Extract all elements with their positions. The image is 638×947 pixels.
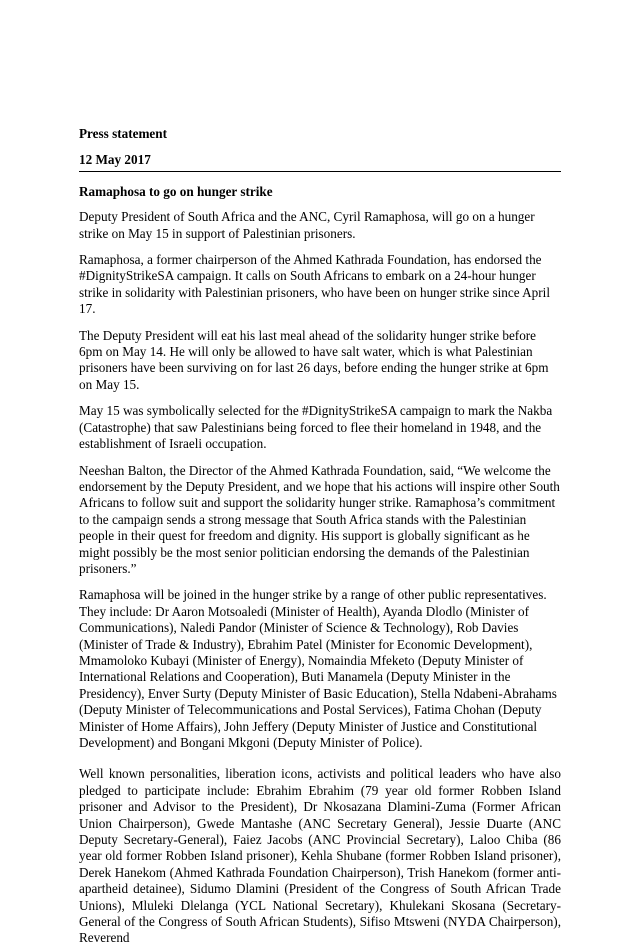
paragraph-3: The Deputy President will eat his last meal ahead of the solidarity hunger strike before 6pm on May 14. He will only be allowed to have salt water, which is what Palestinian prisoners have been surviving on for last 26 days, before ending the hunger strike at 6pm on May 15. xyxy=(79,327,549,392)
press-statement-page xyxy=(79,126,561,947)
paragraph-5: Neeshan Balton, the Director of the Ahmed Kathrada Foundation, said, “We welcome the endorsement by the Deputy President, and we hope that his actions will inspire other South Africans to follow suit and support the solidarity hunger strike. Ramaphosa’s commitment to the campaign sends a strong message that South Africa stands with the Palestinian people in their quest for freedom and dignity. His support is globally significant as he might possibly be the most senior politician endorsing the demands of the Palestinian prisoners.” xyxy=(79,462,560,576)
paragraph-7: Well known personalities, liberation icons, activists and political leaders who have also pledged to participate include: Ebrahim Ebrahim (79 year old former Robben Island prisoner and Advisor to the President), Dr Nkosazana Dlamini-Zuma (Former African Union Chairperson), Gwede Mantashe (ANC Secretary General), Jessie Duarte (ANC Deputy Secretary-General), Faiez Jacobs (ANC Provincial Secretary), Laloo Chiba (86 year old former Robben Island prisoner), Kehla Shubane (former Robben Island prisoner), Derek Hanekom (Ahmed Kathrada Foundation Chairperson), Trish Hanekom (former anti-apartheid detainee), Sidumo Dlamini (President of the Congress of South African Trade Unions), Mluleki Dlelanga (YCL National Secretary), Khulekani Skosana (Secretary-General of the Congress of South African Students), Sifiso Mtsweni (NYDA Chairperson), Reverend xyxy=(79,766,561,946)
paragraph-1: Deputy President of South Africa and the ANC, Cyril Ramaphosa, will go on a hunger strike on May 15 in support of Palestinian prisoners. xyxy=(79,209,535,241)
document-label: Press statement xyxy=(79,126,168,141)
headline: Ramaphosa to go on hunger strike xyxy=(79,183,273,199)
paragraph-2: Ramaphosa, a former chairperson of the Ahmed Kathrada Foundation, has endorsed the #DignityStrikeSA campaign. It calls on South Africans to embark on a 24-hour hunger strike in solidarity with Palestinian prisoners, who have been on hunger strike since April 17. xyxy=(79,252,550,317)
paragraph-4: May 15 was symbolically selected for the #DignityStrikeSA campaign to mark the Nakba (Catastrophe) that saw Palestinians being forced to flee their homeland in 1948, and the establishment of Israeli occupation. xyxy=(79,403,553,452)
paragraph-6: Ramaphosa will be joined in the hunger strike by a range of other public representatives. They include: Dr Aaron Motsoaledi (Minister of Health), Ayanda Dlodlo (Minister of Communications), Naledi Pandor (Minister of Science & Technology), Rob Davies (Minister of Trade & Industry), Ebrahim Patel (Minister for Economic Development), Mmamoloko Kubayi (Minister of Energy), Nomaindia Mfeketo (Deputy Minister of International Relations and Cooperation), Buti Manamela (Deputy Minister in the Presidency), Enver Surty (Deputy Minister of Basic Education), Stella Ndabeni-Abrahams (Deputy Minister of Telecommunications and Postal Services), Fatima Chohan (Deputy Minister of Home Affairs), John Jeffery (Deputy Minister of Justice and Constitutional Development) and Bongani Mkgoni (Deputy Minister of Police). xyxy=(79,587,557,750)
statement-date: 12 May 2017 xyxy=(79,152,561,171)
